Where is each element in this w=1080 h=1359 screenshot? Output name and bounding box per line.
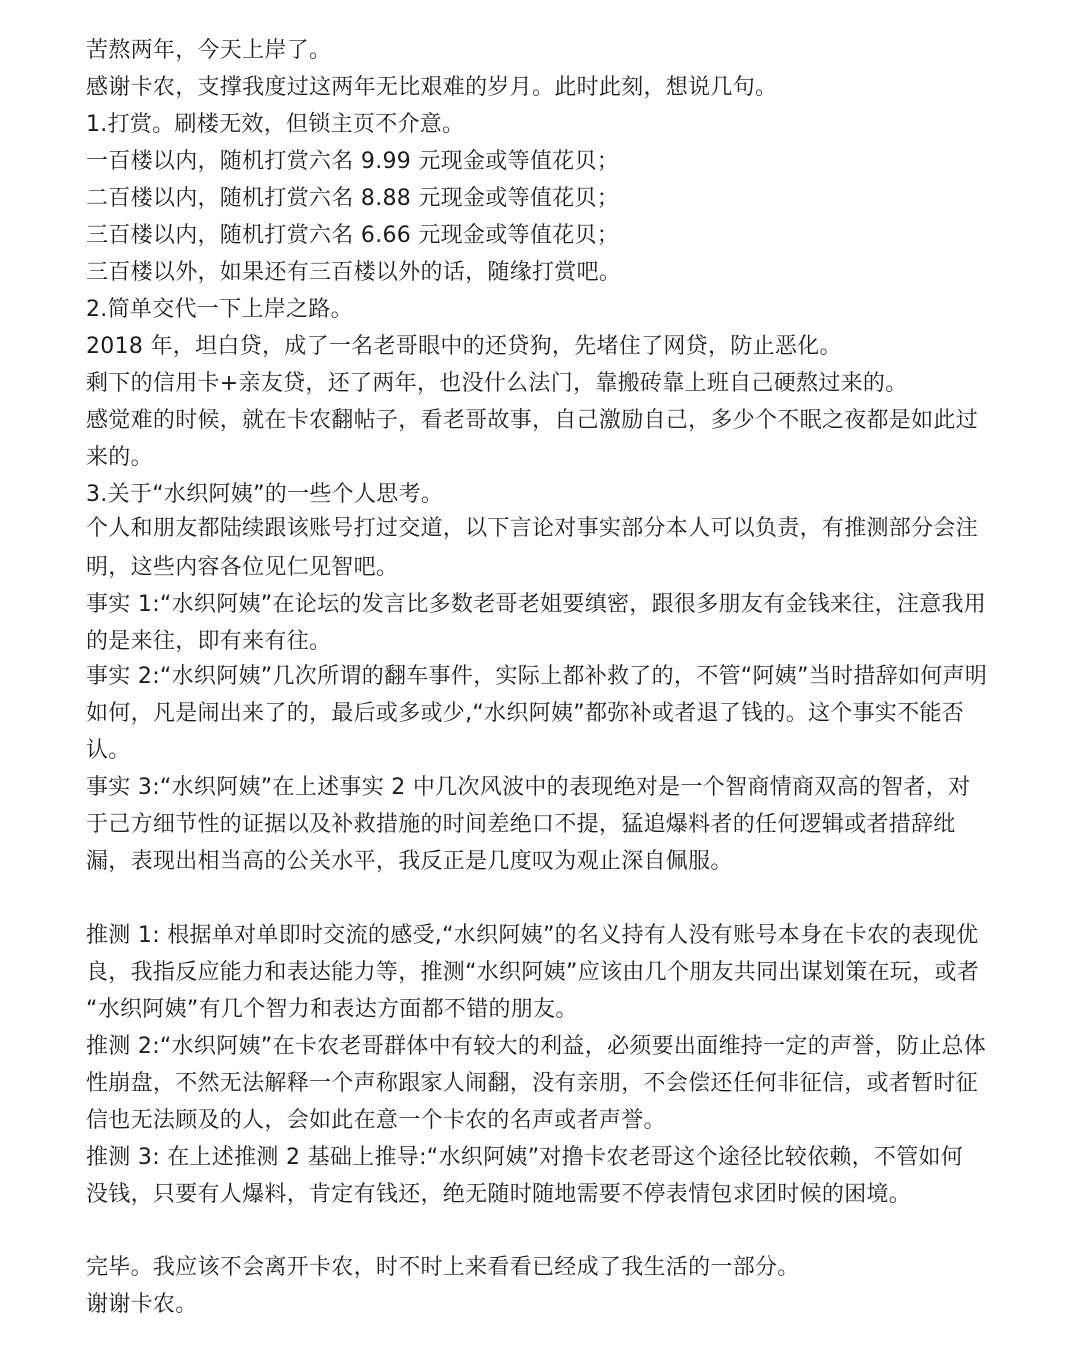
text-line: 感觉难的时候，就在卡农翻帖子，看老哥故事，自己激励自己，多少个不眠之夜都是如此过 <box>86 408 979 433</box>
text-line: 良，我指反应能力和表达能力等，推测“水织阿姨”应该由几个朋友共同出谋划策在玩，或者 <box>86 960 980 985</box>
text-line: 二百楼以内，随机打赏六名 8.88 元现金或等值花贝； <box>86 186 620 211</box>
text-line: 3.关于“水织阿姨”的一些个人思考。 <box>86 482 444 507</box>
text-line: 认。 <box>86 738 131 763</box>
text-line: 推测 2:“水织阿姨”在卡农老哥群体中有较大的利益，必须要出面维持一定的声誉，防止总体 <box>86 1034 987 1059</box>
text-line: 1.打赏。刷楼无效，但锁主页不介意。 <box>86 112 465 137</box>
text-line: 没钱，只要有人爆料，肯定有钱还，绝无随时随地需要不停表情包求团时候的困境。 <box>86 1182 912 1207</box>
text-line: 事实 2:“水织阿姨”几次所谓的翻车事件，实际上都补救了的，不管“阿姨”当时措辞如何声明 <box>86 664 988 689</box>
text-line: 推测 1: 根据单对单即时交流的感受,“水织阿姨”的名义持有人没有账号本身在卡农的表现优 <box>86 923 979 948</box>
text-line: 事实 3:“水织阿姨”在上述事实 2 中几次风波中的表现绝对是一个智商情商双高的智者，对 <box>86 775 971 800</box>
text-line: 如何，凡是闹出来了的，最后或多或少,“水织阿姨”都弥补或者退了钱的。这个事实不能否 <box>86 701 965 726</box>
text-line: 性崩盘，不然无法解释一个声称跟家人闹翻，没有亲朋，不会偿还任何非征信，或者暂时征 <box>86 1071 979 1096</box>
text-line: 感谢卡农，支撑我度过这两年无比艰难的岁月。此时此刻，想说几句。 <box>86 75 778 100</box>
text-line: 剩下的信用卡+亲友贷，还了两年，也没什么法门，靠搬砖靠上班自己硬熬过来的。 <box>86 371 908 396</box>
text-line: 苦熬两年，今天上岸了。 <box>86 38 332 63</box>
text-line: 推测 3: 在上述推测 2 基础上推导:“水织阿姨”对撸卡农老哥这个途径比较依赖，不管如何 <box>86 1145 964 1170</box>
text-line: 个人和朋友都陆续跟该账号打过交道，以下言论对事实部分本人可以负责，有推测部分会注 <box>86 516 979 541</box>
text-line: “水织阿姨”有几个智力和表达方面都不错的朋友。 <box>86 997 578 1022</box>
text-line: 2018 年，坦白贷，成了一名老哥眼中的还贷狗，先堵住了网贷，防止恶化。 <box>86 334 842 359</box>
text-line: 于己方细节性的证据以及补救措施的时间差绝口不提，猛追爆料者的任何逻辑或者措辞纰 <box>86 812 956 837</box>
text-line: 谢谢卡农。 <box>86 1292 198 1317</box>
text-line: 事实 1:“水织阿姨”在论坛的发言比多数老哥老姐要缜密，跟很多朋友有金钱来往，注意我用 <box>86 592 987 617</box>
text-line: 的是来往，即有来有往。 <box>86 629 332 654</box>
text-line: 一百楼以内，随机打赏六名 9.99 元现金或等值花贝； <box>86 149 620 174</box>
text-line: 三百楼以外，如果还有三百楼以外的话，随缘打赏吧。 <box>86 260 622 285</box>
text-line: 2.简单交代一下上岸之路。 <box>86 297 353 322</box>
text-line: 漏，表现出相当高的公关水平，我反正是几度叹为观止深自佩服。 <box>86 849 733 874</box>
text-line: 明，这些内容各位见仁见智吧。 <box>86 555 399 580</box>
text-line: 来的。 <box>86 445 153 470</box>
text-line: 三百楼以内，随机打赏六名 6.66 元现金或等值花贝； <box>86 223 620 248</box>
text-line: 信也无法顾及的人，会如此在意一个卡农的名声或者声誉。 <box>86 1108 666 1133</box>
text-line: 完毕。我应该不会离开卡农，时不时上来看看已经成了我生活的一部分。 <box>86 1255 800 1280</box>
